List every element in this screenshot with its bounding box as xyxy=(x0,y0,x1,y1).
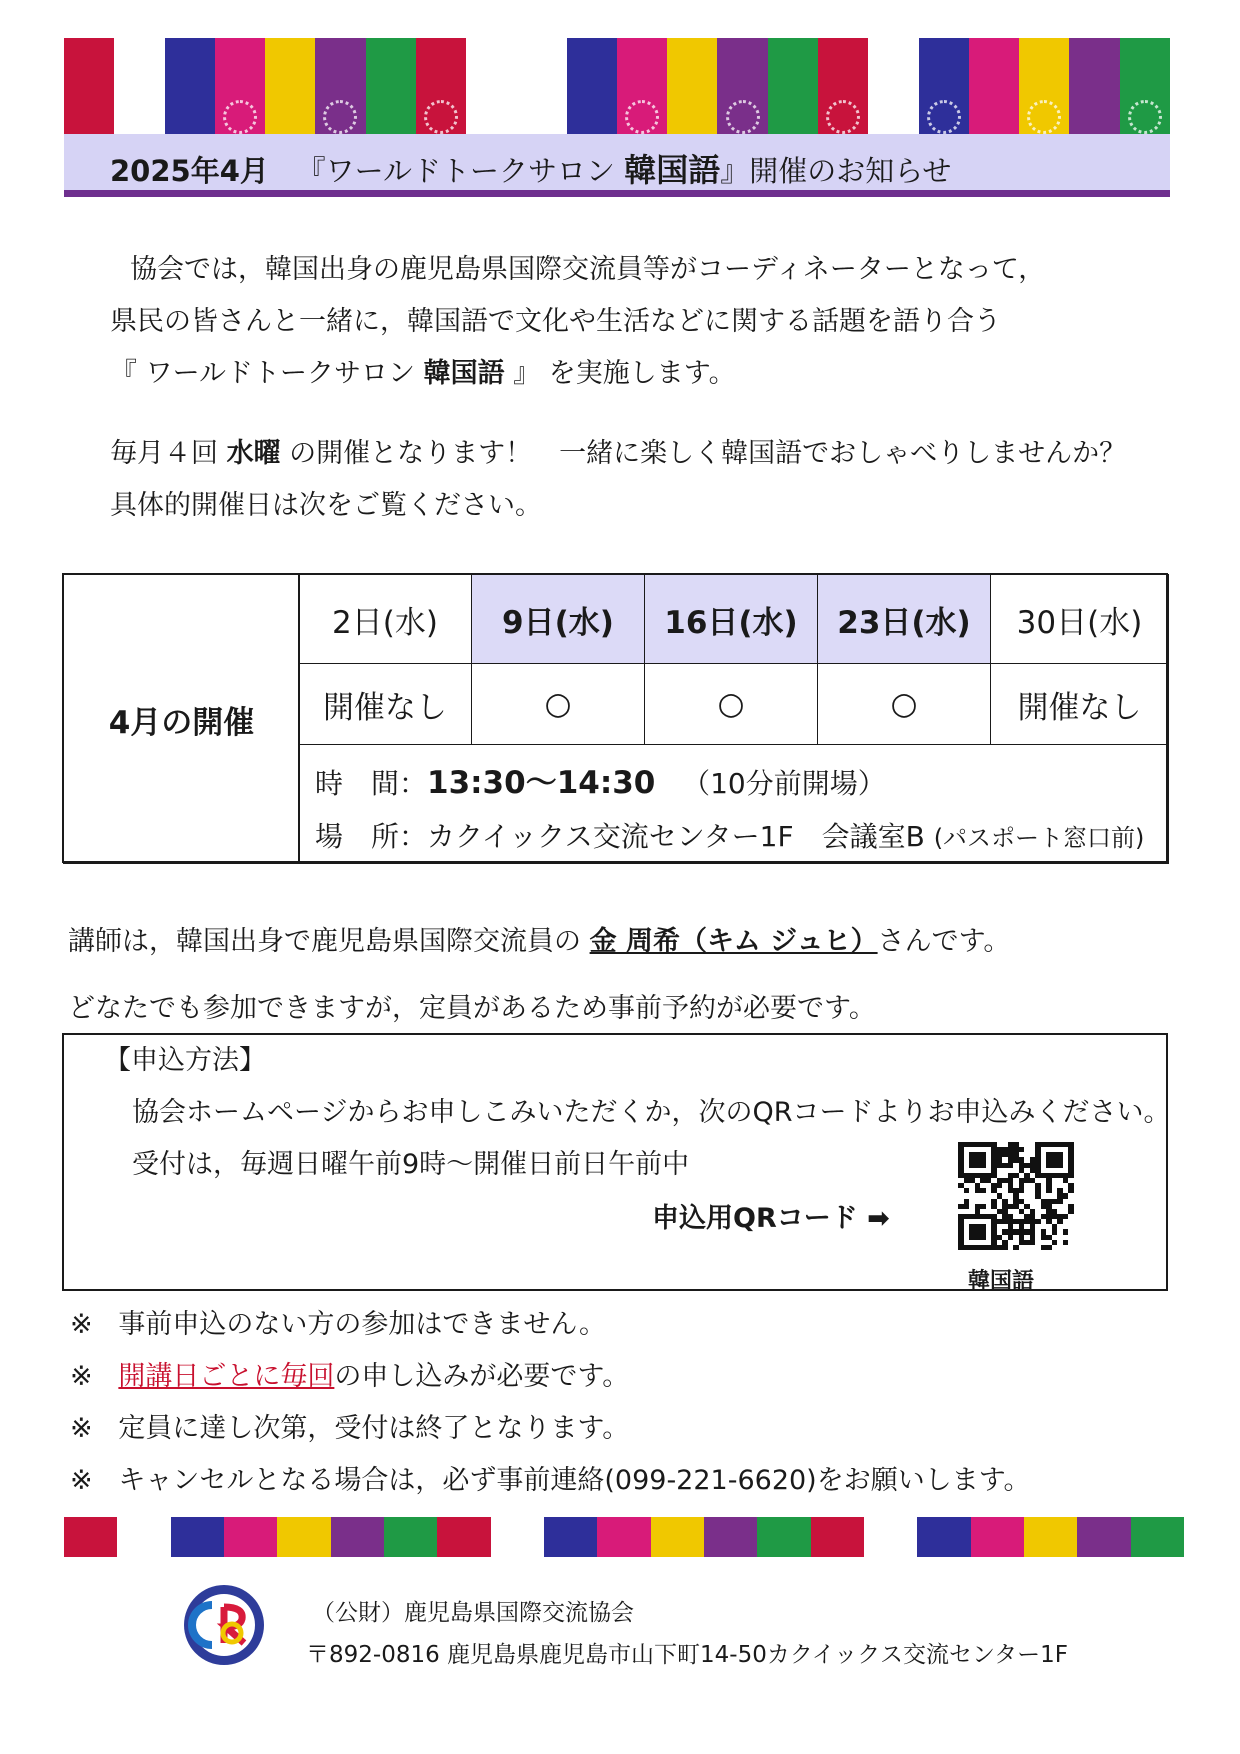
emblem-icon xyxy=(1027,100,1061,134)
stripe-segment xyxy=(1019,38,1069,134)
time-label: 時 間： xyxy=(315,767,428,800)
stripe-segment xyxy=(1131,1517,1184,1557)
qr-caption: 韓国語 xyxy=(968,1269,1035,1294)
stripe-segment xyxy=(818,38,868,134)
stripe-segment xyxy=(466,38,516,134)
intro-line-3-post: 』 を実施します。 xyxy=(504,358,736,389)
stripe-segment xyxy=(315,38,365,134)
note-mark: ※ xyxy=(70,1413,93,1444)
qr-label: 申込用QRコード xyxy=(652,1203,858,1234)
time-value: 13:30～14:30 xyxy=(427,765,656,801)
time-note: （10分前開場） xyxy=(682,767,886,800)
place-value: カクイックス交流センター1F 会議室B xyxy=(427,820,934,853)
stripe-segment xyxy=(917,1517,970,1557)
qr-module xyxy=(1068,1245,1074,1250)
emblem-icon xyxy=(424,100,458,134)
note-3-text: 定員に達し次第，受付は終了となります。 xyxy=(118,1413,630,1444)
note-4-text: キャンセルとなる場合は，必ず事前連絡(099-221-6620)をお願いします。 xyxy=(118,1465,1031,1496)
apply-line-1: 協会ホームページからお申しこみいただくか，次のQRコードよりお申込みください。 xyxy=(132,1097,1171,1128)
stripe-segment xyxy=(757,1517,810,1557)
stripe-segment xyxy=(971,1517,1024,1557)
stripe-segment xyxy=(64,1517,117,1557)
title-year-month: 2025年4月 xyxy=(110,154,269,188)
qr-code[interactable] xyxy=(958,1142,1074,1250)
stripe-segment xyxy=(617,38,667,134)
stripe-segment xyxy=(224,1517,277,1557)
stripe-segment xyxy=(864,1517,917,1557)
stripe-segment xyxy=(1077,1517,1130,1557)
frequency-post: の開催となります！ 一緒に楽しく韓国語でおしゃべりしませんか？ xyxy=(280,438,1127,469)
schedule-table xyxy=(62,573,1168,863)
stripe-segment xyxy=(416,38,466,134)
frequency-line-2: 具体的開催日は次をご覧ください。 xyxy=(110,490,542,521)
apply-line-2: 受付は，毎週日曜午前9時～開催日前日午前中 xyxy=(132,1149,690,1180)
stripe-segment xyxy=(597,1517,650,1557)
stripe-segment xyxy=(331,1517,384,1557)
emblem-icon xyxy=(223,100,257,134)
stripe-segment xyxy=(384,1517,437,1557)
frequency-line-1 xyxy=(110,438,1126,470)
stripe-segment xyxy=(567,38,617,134)
instructor-name: 金 周希（キム ジュヒ） xyxy=(589,926,878,957)
stripe-segment xyxy=(717,38,767,134)
intro-line-3 xyxy=(110,358,736,390)
stripe-segment xyxy=(811,1517,864,1557)
page-title xyxy=(110,145,951,191)
emblem-icon xyxy=(625,100,659,134)
emblem-icon xyxy=(927,100,961,134)
stripe-segment xyxy=(437,1517,490,1557)
schedule-status-cell: ○ xyxy=(471,663,645,745)
note-mark: ※ xyxy=(70,1309,93,1340)
stripe-segment xyxy=(516,38,566,134)
intro-line-3-bold: 韓国語 xyxy=(423,358,505,389)
stripe-segment xyxy=(969,38,1019,134)
emblem-icon xyxy=(726,100,760,134)
note-2-post: の申し込みが必要です。 xyxy=(334,1361,630,1392)
footer-org-name: （公財）鹿児島県国際交流協会 xyxy=(312,1600,634,1626)
note-2-red: 開講日ごとに毎回 xyxy=(118,1361,335,1392)
time-row xyxy=(315,757,886,802)
note-mark: ※ xyxy=(70,1361,93,1392)
stripe-segment xyxy=(165,38,215,134)
intro-line-2: 県民の皆さんと一緒に，韓国語で文化や生活などに関する話題を語り合う xyxy=(110,306,1001,337)
schedule-status-cell: 開催なし xyxy=(298,663,472,745)
frequency-bold: 水曜 xyxy=(226,438,281,469)
instructor-post: さんです。 xyxy=(877,926,1011,957)
title-post: 』開催のお知らせ xyxy=(720,154,952,188)
stripe-segment xyxy=(1069,38,1119,134)
instructor-line xyxy=(68,926,1010,958)
place-label: 場 所： xyxy=(315,820,428,853)
schedule-date-cell: 9日(水) xyxy=(471,574,645,664)
stripe-segment xyxy=(704,1517,757,1557)
emblem-icon xyxy=(1128,100,1162,134)
stripe-segment xyxy=(265,38,315,134)
schedule-info-cell xyxy=(298,744,1169,864)
stripe-segment xyxy=(171,1517,224,1557)
place-row xyxy=(315,815,1144,855)
note-1 xyxy=(70,1302,606,1341)
intro-line-3-pre: 『 ワールドトークサロン xyxy=(110,358,424,389)
schedule-date-cell: 16日(水) xyxy=(644,574,818,664)
schedule-status-cell: 開催なし xyxy=(990,663,1169,745)
note-2 xyxy=(70,1354,629,1393)
stripe-segment xyxy=(117,1517,170,1557)
title-bar xyxy=(64,134,1170,197)
stripe-segment xyxy=(491,1517,544,1557)
schedule-date-cell: 23日(水) xyxy=(817,574,991,664)
stripe-segment xyxy=(1120,38,1170,134)
note-1-text: 事前申込のない方の参加はできません。 xyxy=(118,1309,606,1340)
emblem-icon xyxy=(826,100,860,134)
instructor-pre: 講師は，韓国出身で鹿児島県国際交流員の xyxy=(68,926,590,957)
stripe-segment xyxy=(667,38,717,134)
stripe-segment xyxy=(366,38,416,134)
stripe-segment xyxy=(215,38,265,134)
schedule-date-cell: 2日(水) xyxy=(298,574,472,664)
top-banner-stripes xyxy=(64,38,1170,134)
reservation-note: どなたでも参加できますが，定員があるため事前予約が必要です。 xyxy=(68,993,876,1024)
qr-label-row xyxy=(652,1203,890,1235)
schedule-status-cell: ○ xyxy=(644,663,818,745)
org-logo-icon xyxy=(182,1583,266,1667)
emblem-icon xyxy=(323,100,357,134)
schedule-date-cell: 30日(水) xyxy=(990,574,1169,664)
stripe-segment xyxy=(277,1517,330,1557)
stripe-segment xyxy=(544,1517,597,1557)
place-note: (パスポート窓口前) xyxy=(933,824,1145,852)
stripe-segment xyxy=(64,38,114,134)
frequency-pre: 毎月４回 xyxy=(110,438,227,469)
stripe-segment xyxy=(651,1517,704,1557)
apply-heading: 【申込方法】 xyxy=(104,1045,266,1076)
note-3 xyxy=(70,1406,629,1445)
bottom-banner-stripes xyxy=(64,1517,1184,1557)
arrow-right-icon: ➡ xyxy=(867,1203,890,1234)
title-pre: 『ワールドトークサロン xyxy=(296,154,615,188)
note-mark: ※ xyxy=(70,1465,93,1496)
footer-address: 〒892-0816 鹿児島県鹿児島市山下町14-50カクイックス交流センター1F xyxy=(306,1642,1068,1668)
stripe-segment xyxy=(919,38,969,134)
schedule-month-label: 4月の開催 xyxy=(63,574,300,864)
schedule-status-cell: ○ xyxy=(817,663,991,745)
stripe-segment xyxy=(768,38,818,134)
intro-line-1: 協会では，韓国出身の鹿児島県国際交流員等がコーディネーターとなって， xyxy=(130,254,1046,285)
title-language: 韓国語 xyxy=(624,151,721,189)
stripe-segment xyxy=(868,38,918,134)
stripe-segment xyxy=(114,38,164,134)
note-4 xyxy=(70,1458,1031,1497)
stripe-segment xyxy=(1024,1517,1077,1557)
